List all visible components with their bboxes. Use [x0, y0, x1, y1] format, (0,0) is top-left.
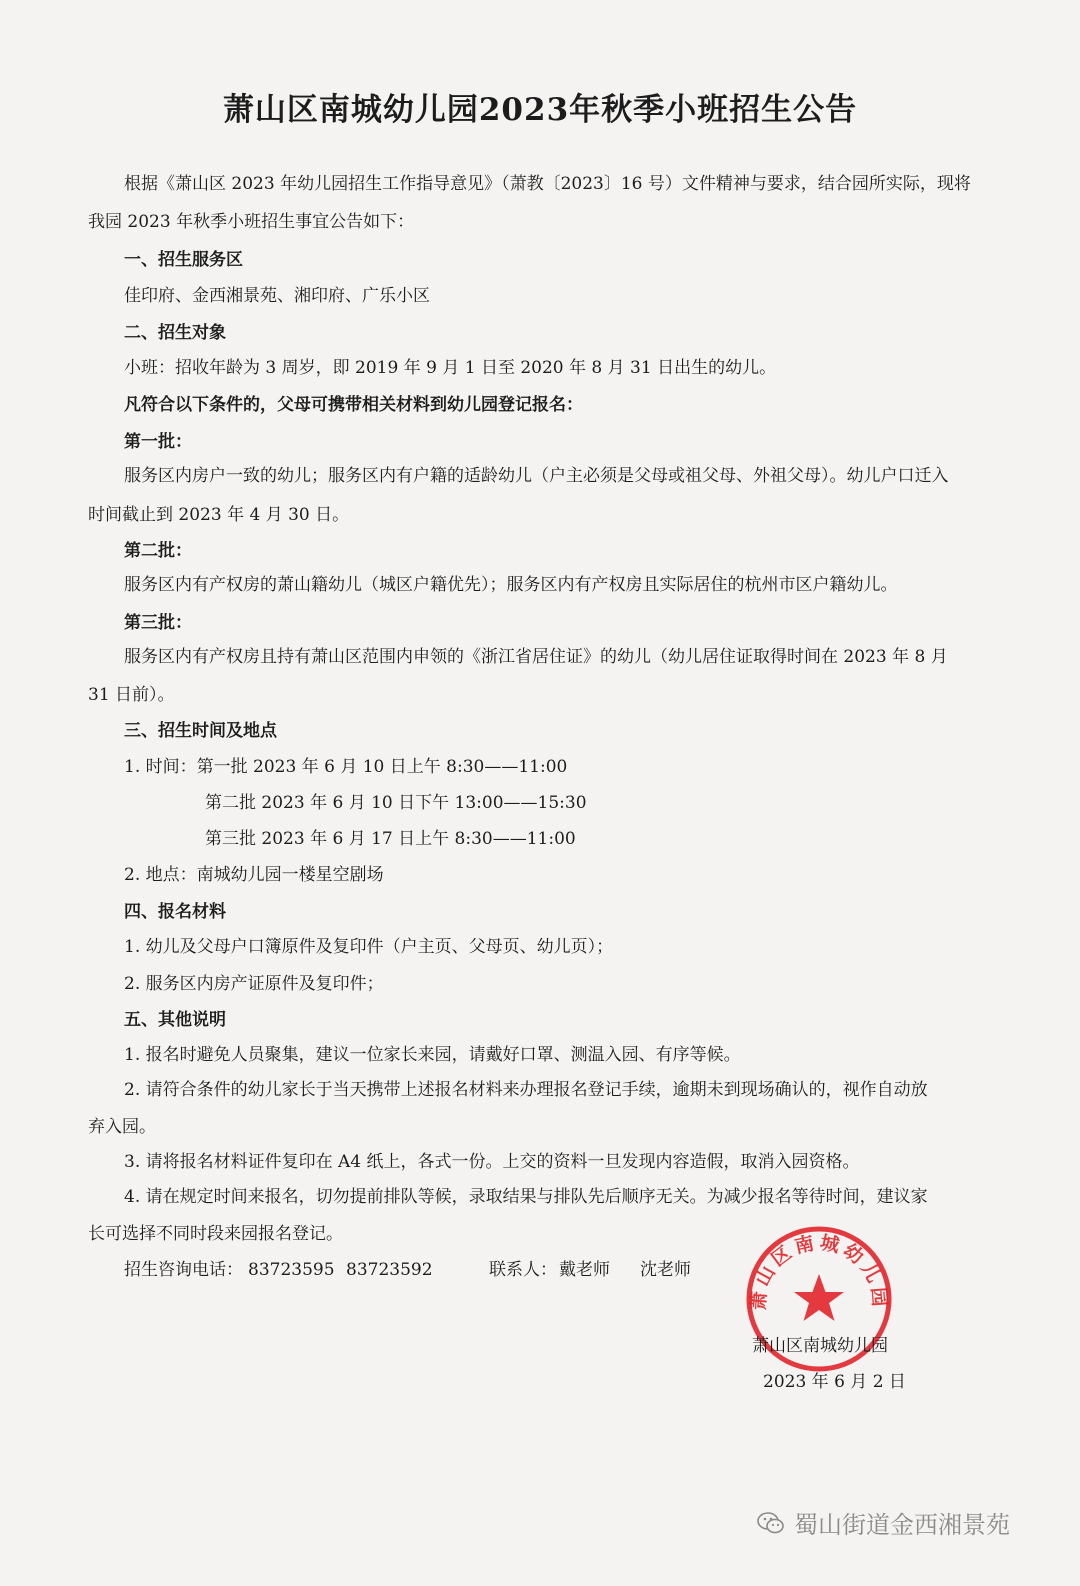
- section-4-heading: 四、报名材料: [124, 902, 226, 922]
- batch-1-body-1: 服务区内房户一致的幼儿；服务区内有户籍的适龄幼儿（户主必须是父母或祖父母、外祖父母）。幼儿户口迁入: [124, 466, 949, 486]
- section-2-heading: 二、招生对象: [124, 323, 226, 343]
- seal-text: 萧山区南城幼儿园: [747, 1231, 891, 1312]
- batch-1-heading: 第一批：: [124, 432, 192, 452]
- batch-2-body: 服务区内有产权房的萧山籍幼儿（城区户籍优先）；服务区内有产权房且实际居住的杭州市区户籍幼儿。: [124, 575, 898, 595]
- notes-item-4b: 长可选择不同时段来园报名登记。: [88, 1224, 343, 1244]
- contact-label: 联系人：: [489, 1260, 557, 1280]
- signer-name: 萧山区南城幼儿园: [752, 1336, 888, 1356]
- contact-name-2: 沈老师: [640, 1260, 691, 1280]
- notes-item-1: 1. 报名时避免人员聚集，建议一位家长来园，请戴好口罩、测温入园、有序等候。: [124, 1045, 741, 1065]
- watermark: [756, 1505, 1010, 1540]
- section-3-heading: 三、招生时间及地点: [124, 721, 277, 741]
- section-5-heading: 五、其他说明: [124, 1010, 226, 1030]
- materials-item-1: 1. 幼儿及父母户口簿原件及复印件（户主页、父母页、幼儿页）；: [124, 937, 614, 957]
- intro-line-1: 根据《萧山区 2023 年幼儿园招生工作指导意见》（萧教〔2023〕16 号）文件精神与要求，结合园所实际，现将: [124, 174, 971, 194]
- materials-item-2: 2. 服务区内房产证原件及复印件；: [124, 974, 384, 994]
- notes-item-3: 3. 请将报名材料证件复印在 A4 纸上，各式一份。上交的资料一旦发现内容造假，取消入园资格。: [124, 1152, 860, 1172]
- contact-name-1: 戴老师: [559, 1260, 610, 1280]
- phone-number-1: 83723595: [248, 1260, 335, 1280]
- phone-label: 招生咨询电话：: [124, 1260, 243, 1280]
- batch-3-heading: 第三批：: [124, 613, 192, 633]
- batch-3-body-1: 服务区内有产权房且持有萧山区范围内申领的《浙江省居住证》的幼儿（幼儿居住证取得时间在 2023 年 8 月: [124, 647, 948, 667]
- notes-item-2b: 弃入园。: [88, 1117, 156, 1137]
- intro-line-2: 我园 2023 年秋季小班招生事宜公告如下：: [88, 212, 415, 232]
- wechat-icon: [756, 1510, 786, 1536]
- page-title: 萧山区南城幼儿园2023年秋季小班招生公告: [222, 92, 858, 128]
- phone-number-2: 83723592: [346, 1260, 433, 1280]
- batch-1-body-2: 时间截止到 2023 年 4 月 30 日。: [88, 505, 350, 525]
- notes-item-4a: 4. 请在规定时间来报名，切勿提前排队等候，录取结果与排队先后顺序无关。为减少报名等待时间，建议家: [124, 1187, 928, 1207]
- watermark-text: 蜀山街道金西湘景苑: [794, 1511, 1010, 1539]
- batch-3-body-2: 31 日前）。: [88, 685, 175, 705]
- conditions-line: 凡符合以下条件的，父母可携带相关材料到幼儿园登记报名：: [124, 395, 583, 415]
- issue-date: 2023 年 6 月 2 日: [763, 1372, 906, 1392]
- schedule-line-3: 第三批 2023 年 6 月 17 日上午 8:30——11:00: [205, 829, 576, 849]
- batch-2-heading: 第二批：: [124, 541, 192, 561]
- section-2-body: 小班：招收年龄为 3 周岁，即 2019 年 9 月 1 日至 2020 年 8 月 31 日出生的幼儿。: [124, 358, 777, 378]
- location-line: 2. 地点：南城幼儿园一楼星空剧场: [124, 865, 384, 885]
- section-1-heading: 一、招生服务区: [124, 250, 243, 270]
- section-1-body: 佳印府、金西湘景苑、湘印府、广乐小区: [124, 286, 430, 306]
- schedule-line-2: 第二批 2023 年 6 月 10 日下午 13:00——15:30: [205, 793, 587, 813]
- notes-item-2a: 2. 请符合条件的幼儿家长于当天携带上述报名材料来办理报名登记手续，逾期未到现场确认的，视作自动放: [124, 1080, 928, 1100]
- schedule-line-1: 1. 时间：第一批 2023 年 6 月 10 日上午 8:30——11:00: [124, 757, 568, 777]
